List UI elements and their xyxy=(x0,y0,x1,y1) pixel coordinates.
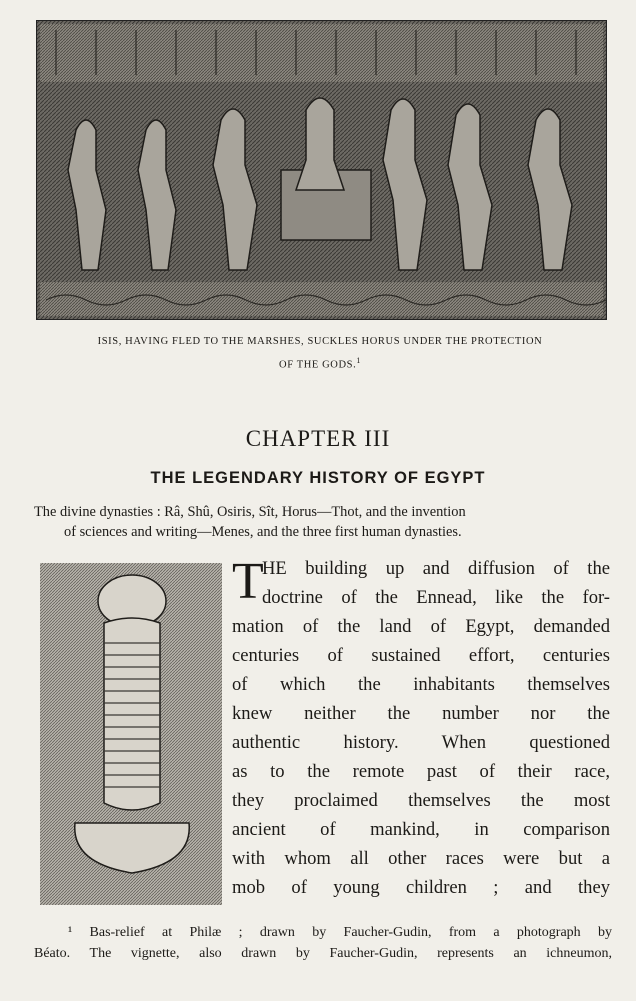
body-line: knew neither the number nor the xyxy=(232,703,610,724)
body-line: HE building up and diffusion of the xyxy=(262,558,610,579)
body-line: ancient of mankind, in comparison xyxy=(232,819,610,840)
footnote xyxy=(34,922,612,964)
chapter-summary-line-1: The divine dynasties : Râ, Shû, Osiris, Sît, Horus—Thot, and the invention xyxy=(34,504,466,520)
body-line: with whom all other races were but a xyxy=(232,848,610,869)
footnote-line-2: Béato. The vignette, also drawn by Faucher-Gudin, represents an ichneumon, xyxy=(34,946,612,961)
body-line: they proclaimed themselves the most xyxy=(232,790,610,811)
chapter-summary-line-2: of sciences and writing—Menes, and the three first human dynasties. xyxy=(64,524,462,540)
body-line: centuries of sustained effort, centuries xyxy=(232,645,610,666)
chapter-subtitle: THE LEGENDARY HISTORY OF EGYPT xyxy=(150,469,486,487)
drop-cap: T xyxy=(232,553,264,610)
footnote-line-1: ¹ Bas-relief at Philæ ; drawn by Faucher-Gudin, from a photograph by xyxy=(68,925,612,940)
bas-relief-illustration xyxy=(36,20,607,320)
chapter-title: CHAPTER III xyxy=(245,426,391,451)
body-line: mation of the land of Egypt, demanded xyxy=(232,616,610,637)
plate-caption-line-1: ISIS, HAVING FLED TO THE MARSHES, SUCKLES HORUS UNDER THE PROTECTION xyxy=(97,336,543,347)
body-line: mob of young children ; and they xyxy=(232,877,610,898)
body-line: as to the remote past of their race, xyxy=(232,761,610,782)
plate-caption-line-2: OF THE GODS. xyxy=(279,359,357,371)
ichneumon-vignette xyxy=(40,563,222,905)
footnote-marker: 1 xyxy=(356,356,361,365)
body-line: authentic history. When questioned xyxy=(232,732,610,753)
body-line: doctrine of the Ennead, like the for- xyxy=(262,587,610,608)
body-line: of which the inhabitants themselves xyxy=(232,674,610,695)
chapter-summary xyxy=(34,502,614,542)
plate-caption xyxy=(40,332,600,375)
